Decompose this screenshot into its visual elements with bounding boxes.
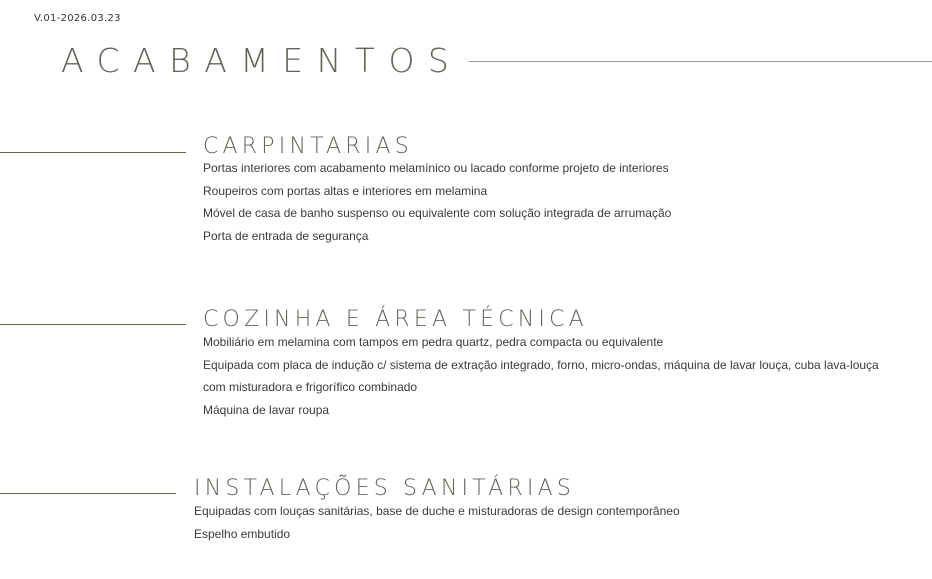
section-title: COZINHA E ÁREA TÉCNICA (203, 307, 588, 332)
title-divider (469, 61, 932, 62)
page-title: ACABAMENTOS (61, 41, 463, 80)
list-item: Mobiliário em melamina com tampos em pedra quartz, pedra compacta ou equivalente (203, 335, 664, 349)
section-items (203, 157, 671, 247)
section-divider (0, 493, 176, 494)
list-item: Roupeiros com portas altas e interiores em melamina (203, 183, 488, 198)
version-label: V.01-2026.03.23 (34, 13, 121, 24)
list-item: Máquina de lavar roupa (203, 402, 330, 417)
section-items (203, 331, 879, 421)
section-divider (0, 152, 186, 153)
list-item: Portas interiores com acabamento melamínico ou lacado conforme projeto de interiores (203, 161, 669, 175)
list-item: Espelho embutido (194, 526, 291, 541)
section-divider (0, 324, 186, 325)
list-item: Móvel de casa de banho suspenso ou equivalente com solução integrada de arrumação (203, 206, 672, 220)
section-title: INSTALAÇÕES SANITÁRIAS (194, 476, 575, 501)
list-item: Equipada com placa de indução c/ sistema de extração integrado, forno, micro-ondas, máquina de lavar louça, cuba lava-louça (203, 357, 879, 372)
section-title: CARPINTARIAS (203, 134, 413, 159)
list-item: Equipadas com louças sanitárias, base de duche e misturadoras de design contemporâneo (194, 504, 680, 518)
list-item: Porta de entrada de segurança (203, 228, 369, 243)
section-items (194, 500, 680, 545)
list-item: com misturadora e frigorífico combinado (203, 380, 418, 394)
